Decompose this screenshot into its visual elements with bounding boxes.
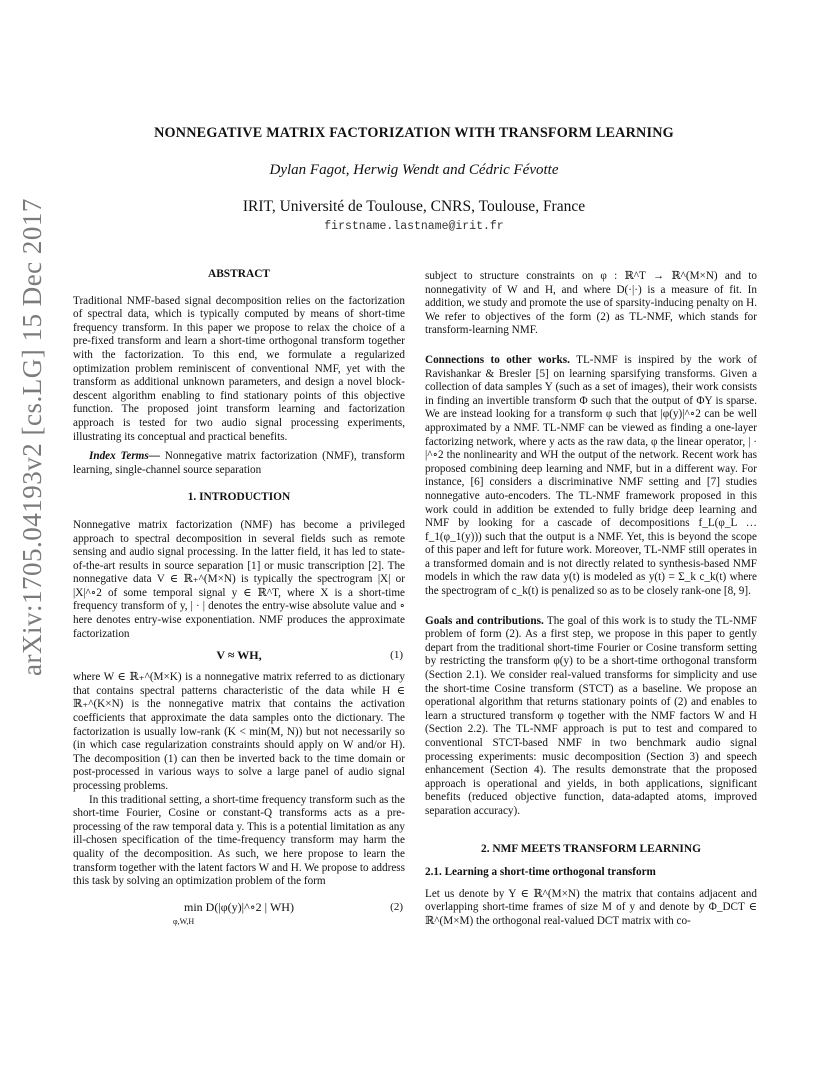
abstract-text: Traditional NMF-based signal decomposition relies on the factorization of spectral data, which is typically computed by means of short-time frequency transform. In this paper we propose to relax the choice of a pre-fixed transform and learn a short-time orthogonal transform together with the factorization. To this end, we formulate a regularized optimization problem reminiscent of conventional NMF, yet with the transform as additional unknown parameters, and design a novel block-descent algorithm enabling to find stationary points of this objective function. The proposed joint transform learning and factorization approach is tested for two audio signal processing experiments, illustrating its conceptual and practical benefits. (73, 294, 405, 443)
connections-paragraph (425, 354, 757, 599)
equation-1-number: (1) (390, 649, 403, 662)
section-2-1-heading: 2.1. Learning a short-time orthogonal transform (425, 866, 656, 879)
left-column (73, 268, 405, 926)
intro-paragraph-2: where W ∈ ℝ₊^(M×K) is a nonnegative matrix referred to as dictionary that contains spectral patterns characteristic of the data while H ∈ ℝ₊^(K×N) is the nonnegative matrix that contains the activation coefficients that approximate the data samples onto the dictionary. The factorization is usually low-rank (K < min(M, N)) but not necessarily so (in which case regularization constraints should apply on W and/or H). The decomposition (1) can then be inverted back to the time domain or post-processed in various ways to solve a large panel of audio signal processing problems. (73, 671, 405, 792)
affiliation: IRIT, Université de Toulouse, CNRS, Toulouse, France (242, 198, 586, 215)
equation-2-number: (2) (390, 900, 403, 913)
equation-1-body: V ≈ WH, (216, 648, 262, 663)
section-2-1-text: Let us denote by Y ∈ ℝ^(M×N) the matrix that contains adjacent and overlapping short-time frames of size M of y and denote by Φ_DCT ∈ ℝ^(M×M) the orthogonal real-valued DCT matrix with co- (425, 887, 757, 927)
equation-2-subscript: φ,W,H (173, 916, 195, 926)
index-terms (73, 450, 405, 477)
right-column (425, 270, 757, 929)
index-terms-label: Index Terms— (89, 450, 160, 463)
intro-paragraph-1: Nonnegative matrix factorization (NMF) has become a privileged approach to spectral decomposition in several fields such as remote sensing and audio signal processing. In the latter field, it has led to state-of-the-art results in source separation [1] or music transcription [2]. The nonnegative data V ∈ ℝ₊^(M×N) is typically the spectrogram |X| or |X|^∘2 of some temporal signal y ∈ ℝ^T, where X is a short-time frequency transform of y, | · | denotes the entry-wise absolute value and ∘ here denotes entry-wise exponentiation. NMF produces the approximate factorization (73, 518, 405, 640)
section-2-heading: 2. NMF MEETS TRANSFORM LEARNING (481, 842, 701, 855)
goals-paragraph (425, 615, 757, 819)
connections-text: TL-NMF is inspired by the work of Ravishankar & Bresler [5] on learning sparsifying transforms. Given a collection of data samples Y (such as a set of images), their work consists in finding an invertible transform Φ such that the output of ΦY is sparse. We are instead looking for a transform φ such that |φ(y)|^∘2 can be well approximated by a NMF. TL-NMF can be viewed as finding a one-layer factorizing network, where y acts as the raw data, φ the linear operator, | · |^∘2 the nonlinearity and WH the output of the network. Recent work has proposed combining deep learning and NMF, but in a different way. For instance, [6] considers a discriminative NMF setting and [7] studies nonnegative auto-encoders. The TL-NMF framework proposed in this work could in addition be extended to fully bridge deep learning and NMF by looking for a cascade of decompositions f_L(φ_L … f_1(φ_1(y))) such that the output is a NMF. Yet, this is beyond the scope of this paper and left for future work. Moreover, TL-NMF still operates in a transformed domain and is not directly related to synthesis-based NMF models in which the raw data y(t) is modeled as y(t) = Σ_k c_k(t) where the spectrogram of c_k(t) is penalized so as to be closely rank-one [8, 9]. (425, 353, 757, 598)
equation-2-body: min D(|φ(y)|^∘2 | WH) (184, 899, 294, 914)
intro-paragraph-3: In this traditional setting, a short-time frequency transform such as the short-time Fourier, Cosine or constant-Q transforms acts as a pre-processing of the raw temporal data y. This is a potential limitation as any ill-chosen specification of the time-frequency transform may harm the quality of the decomposition. As such, we here propose to learn the transform together with the latent factors W and H. We propose to address this task by solving an optimization problem of the form (73, 793, 405, 888)
abstract-heading: ABSTRACT (207, 268, 271, 280)
author-list: Dylan Fagot, Herwig Wendt and Cédric Févotte (269, 162, 559, 178)
equation-1 (73, 641, 405, 671)
arxiv-stamp[interactable]: arXiv:1705.04193v2 [cs.LG] 15 Dec 2017 (17, 198, 47, 676)
connections-label: Connections to other works. (425, 353, 570, 366)
goals-label: Goals and contributions. (425, 614, 544, 627)
index-terms-text: Nonnegative matrix factorization (NMF), transform learning, single-channel source separation (73, 450, 405, 476)
intro-heading: 1. INTRODUCTION (187, 491, 291, 504)
equation-2 (73, 889, 405, 926)
goals-text: The goal of this work is to study the TL-NMF problem of form (2). As a first step, we propose in this paper to gently depart from the traditional short-time Fourier or Cosine transform setting by restricting the transform φ(y) to be a short-time orthogonal transform (Section 2.1). We consider real-valued transforms for simplicity and use the short-time Cosine transform (STCT) as a baseline. We propose an operational algorithm that returns stationary points of (2) and enables to learn a structured transform φ together with the NMF factors W and H (Section 2.2). The TL-NMF approach is put to test and compared to conventional STCT-based NMF in two benchmark audio signal processing experiments: music decomposition (Section 3) and speech enhancement (Section 4). The results demonstrate that the proposed approach is operational and yields, in both applications, significant benefits (reduced objective function, data-adapted atoms, improved separation accuracy). (425, 614, 757, 817)
paper-title: NONNEGATIVE MATRIX FACTORIZATION WITH TRANSFORM LEARNING (154, 125, 674, 141)
author-email[interactable]: firstname.lastname@irit.fr (324, 220, 504, 233)
right-paragraph-1: subject to structure constraints on φ : ℝ^T → ℝ^(M×N) and to nonnegativity of W and H, and where D(·|·) is a measure of fit. In addition, we study and promote the use of sparsity-inducing penalty on H. We refer to objectives of the form (2) as TL-NMF, which stands for transform-learning NMF. (425, 270, 757, 337)
